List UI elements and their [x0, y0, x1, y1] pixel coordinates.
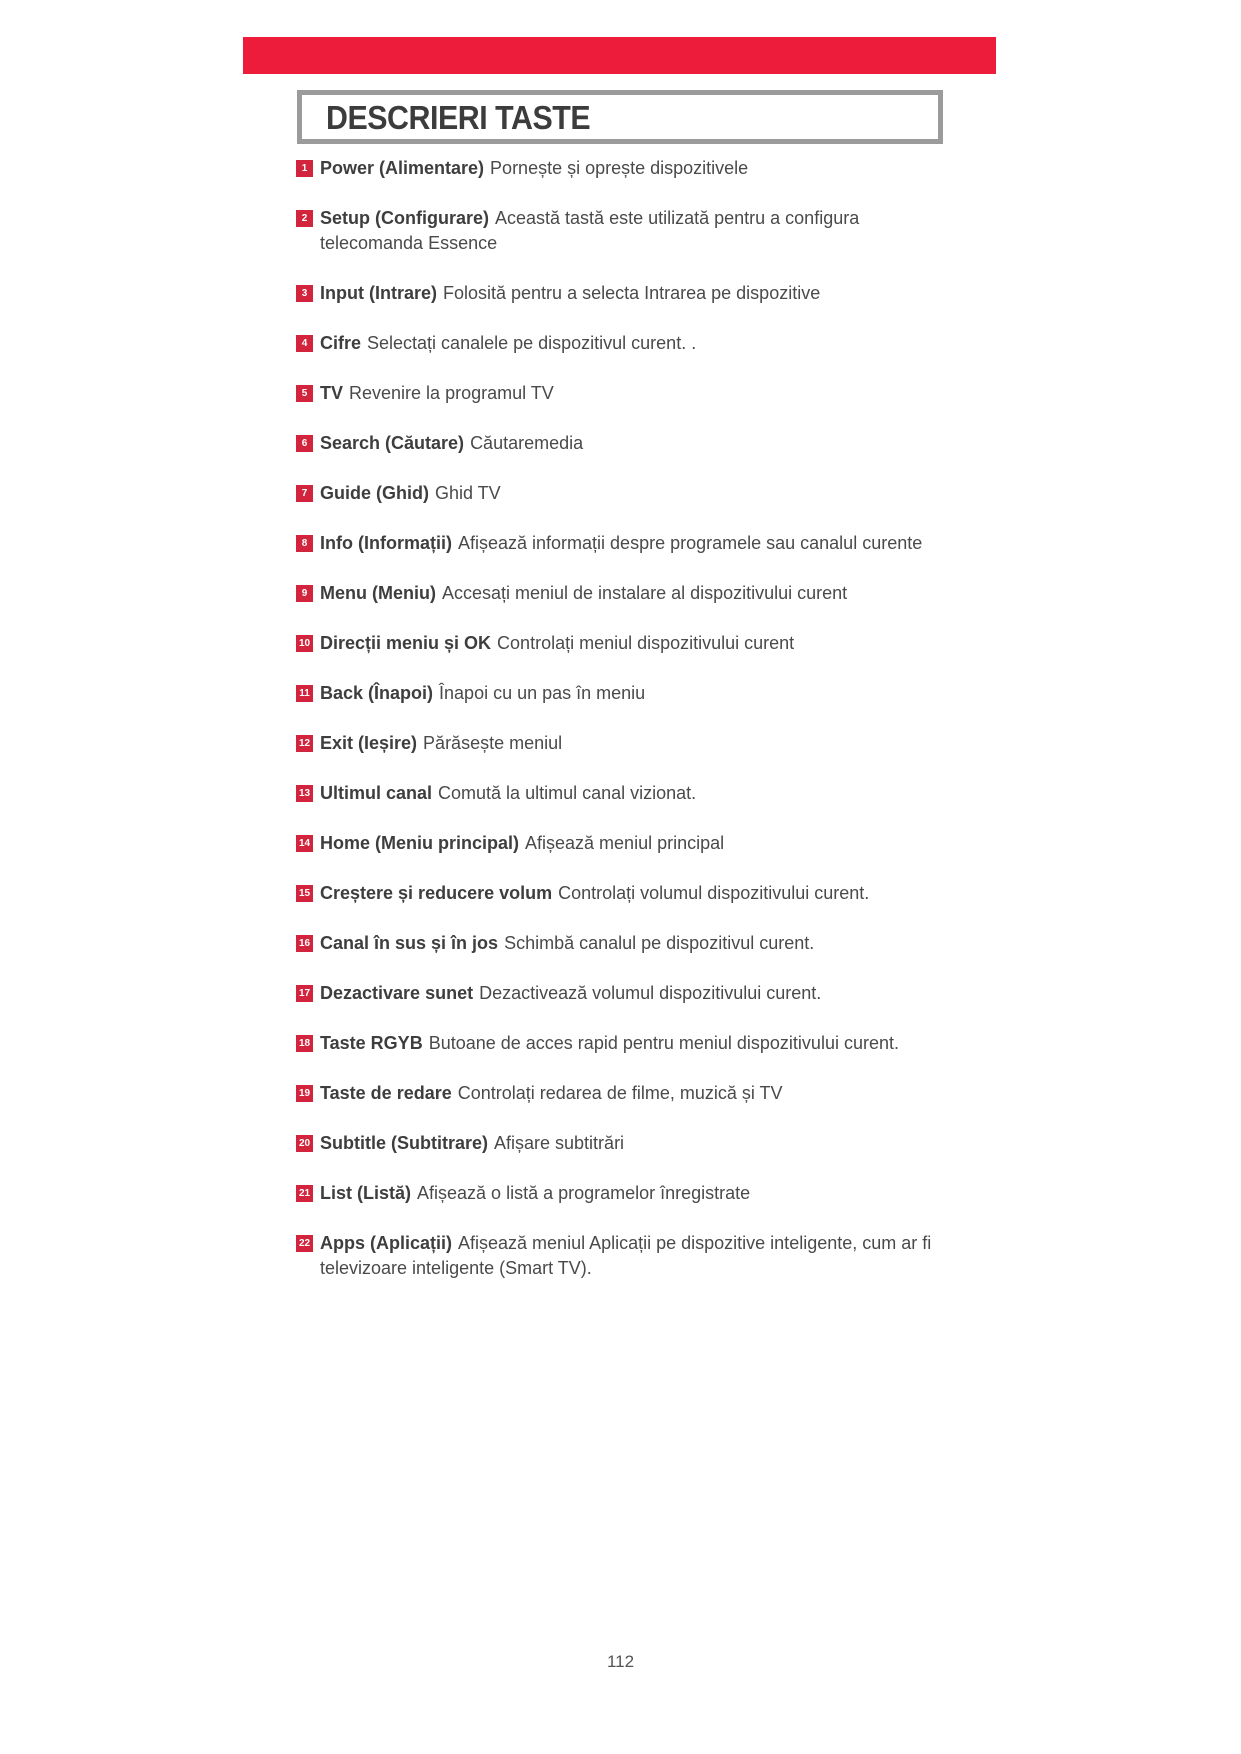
key-name: Dezactivare sunet [320, 983, 474, 1003]
item-number-badge: 2 [296, 210, 313, 227]
item-number-badge: 9 [296, 585, 313, 602]
item-number-badge: 22 [296, 1235, 313, 1252]
item-number-badge: 21 [296, 1185, 313, 1202]
key-name: Subtitle (Subtitrare) [320, 1133, 489, 1153]
key-description: Dezactivează volumul dispozitivului curent. [479, 983, 822, 1003]
item-number-badge: 18 [296, 1035, 313, 1052]
list-item [296, 281, 956, 306]
key-name: Ultimul canal [320, 783, 433, 803]
key-description: Părăsește meniul [423, 733, 563, 753]
list-item [296, 1181, 956, 1206]
list-item [296, 631, 956, 656]
key-name: Guide (Ghid) [320, 483, 429, 503]
key-description: Folosită pentru a selecta Intrarea pe dispozitive [443, 283, 821, 303]
list-item [296, 156, 956, 181]
key-name: List (Listă) [320, 1183, 412, 1203]
key-name: Menu (Meniu) [320, 583, 436, 603]
item-number-badge: 4 [296, 335, 313, 352]
key-description-list [296, 156, 956, 1281]
list-item [296, 1081, 956, 1106]
item-number-badge: 1 [296, 160, 313, 177]
item-number-badge: 3 [296, 285, 313, 302]
key-name: Input (Intrare) [320, 283, 437, 303]
list-item [296, 931, 956, 956]
key-name: Home (Meniu principal) [320, 833, 520, 853]
key-description: Schimbă canalul pe dispozitivul curent. [504, 933, 815, 953]
key-name: Cifre [320, 333, 362, 353]
list-item [296, 381, 956, 406]
key-description: Controlați redarea de filme, muzică și TV [457, 1083, 783, 1103]
item-number-badge: 20 [296, 1135, 313, 1152]
key-description: Revenire la programul TV [349, 383, 554, 403]
key-description: Afișează meniul Aplicații pe dispozitive inteligente, cum ar fi televizoare inteligente (Smart TV). [320, 1233, 932, 1278]
page-number: 112 [606, 1652, 635, 1671]
key-description: Afișează o listă a programelor înregistrate [417, 1183, 751, 1203]
key-name: Taste RGYB [320, 1033, 423, 1053]
item-number-badge: 16 [296, 935, 313, 952]
key-name: Info (Informații) [320, 533, 452, 553]
list-item [296, 831, 956, 856]
key-description: Afișează informații despre programele sau canalul curente [457, 533, 923, 553]
key-description: Această tastă este utilizată pentru a configura telecomanda Essence [320, 208, 860, 253]
key-description: Înapoi cu un pas în meniu [439, 683, 646, 703]
key-name: Search (Căutare) [320, 433, 465, 453]
key-name: Taste de redare [320, 1083, 452, 1103]
item-number-badge: 7 [296, 485, 313, 502]
key-name: Back (Înapoi) [320, 683, 434, 703]
title-frame [297, 90, 943, 144]
key-name: TV [320, 383, 344, 403]
list-item [296, 206, 956, 256]
key-description: Ghid TV [434, 483, 501, 503]
list-item [296, 1131, 956, 1156]
key-name: Creștere și reducere volum [320, 883, 553, 903]
item-number-badge: 6 [296, 435, 313, 452]
key-description: Căutaremedia [470, 433, 584, 453]
key-description: Afișare subtitrări [494, 1133, 625, 1153]
item-number-badge: 13 [296, 785, 313, 802]
list-item [296, 1231, 956, 1281]
item-number-badge: 15 [296, 885, 313, 902]
key-description: Comută la ultimul canal vizionat. [438, 783, 697, 803]
item-number-badge: 8 [296, 535, 313, 552]
key-description: Butoane de acces rapid pentru meniul dispozitivului curent. [428, 1033, 899, 1053]
item-number-badge: 14 [296, 835, 313, 852]
list-item [296, 681, 956, 706]
list-item [296, 581, 956, 606]
key-name: Power (Alimentare) [320, 158, 485, 178]
list-item [296, 531, 956, 556]
key-description: Controlați volumul dispozitivului curent. [558, 883, 870, 903]
item-number-badge: 5 [296, 385, 313, 402]
key-description: Afișează meniul principal [525, 833, 725, 853]
key-name: Canal în sus și în jos [320, 933, 499, 953]
list-item [296, 331, 956, 356]
key-name: Exit (Ieșire) [320, 733, 418, 753]
list-item [296, 981, 956, 1006]
list-item [296, 781, 956, 806]
list-item [296, 881, 956, 906]
item-number-badge: 19 [296, 1085, 313, 1102]
item-number-badge: 11 [296, 685, 313, 702]
header-accent-bar [243, 37, 996, 74]
item-number-badge: 10 [296, 635, 313, 652]
key-description: Controlați meniul dispozitivului curent [497, 633, 795, 653]
list-item [296, 431, 956, 456]
key-description: Accesați meniul de instalare al dispozitivului curent [441, 583, 848, 603]
key-name: Setup (Configurare) [320, 208, 489, 228]
item-number-badge: 17 [296, 985, 313, 1002]
list-item [296, 1031, 956, 1056]
list-item [296, 481, 956, 506]
key-name: Apps (Aplicații) [320, 1233, 453, 1253]
key-description: Pornește și oprește dispozitivele [490, 158, 749, 178]
page-title: DESCRIERI TASTE [326, 99, 591, 136]
item-number-badge: 12 [296, 735, 313, 752]
list-item [296, 731, 956, 756]
key-description: Selectați canalele pe dispozitivul curent. . [367, 333, 697, 353]
key-name: Direcții meniu și OK [320, 633, 492, 653]
